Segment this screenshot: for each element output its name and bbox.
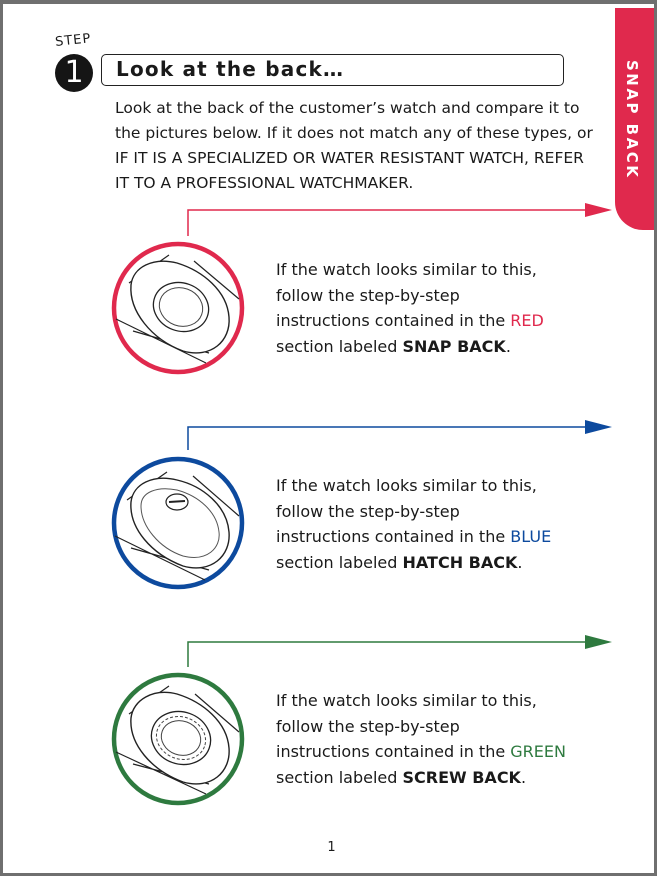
caption-text: . <box>520 767 527 787</box>
hatch-back-watch-icon <box>111 456 245 590</box>
caption-line: follow the step-by-step <box>276 716 460 736</box>
step-label: STEP <box>54 31 93 50</box>
intro-paragraph: Look at the back of the customer’s watch and compare it to the pictures below. If it does not match any of these types, or IF IT IS A SPECIALIZED OR WATER RESISTANT WATCH, REFER IT TO A PROFESSIONAL WATCHMAKER. <box>115 99 593 192</box>
red-connector-line <box>188 210 593 236</box>
caption-line: If the watch looks similar to this, <box>276 260 537 279</box>
caption-text: section labeled <box>276 552 403 572</box>
snap-back-watch-icon <box>111 241 245 375</box>
caption-line <box>276 308 596 334</box>
caption-text: instructions contained in the <box>276 527 511 546</box>
section-tab-label: SNAP BACK <box>623 60 641 180</box>
caption-line <box>276 550 596 576</box>
caption-line <box>276 524 596 550</box>
caption-line: follow the step-by-step <box>276 501 460 521</box>
screw-back-caption <box>276 688 596 790</box>
blue-arrowhead-icon <box>585 420 612 434</box>
section-name-screw-back: SCREW BACK <box>402 767 521 787</box>
caption-text: section labeled <box>276 336 403 356</box>
section-name-snap-back: SNAP BACK <box>402 336 506 356</box>
section-name-hatch-back: HATCH BACK <box>402 552 518 572</box>
color-word-red: RED <box>510 311 544 330</box>
caption-line: If the watch looks similar to this, <box>276 476 537 495</box>
caption-line <box>276 765 596 791</box>
color-word-blue: BLUE <box>510 527 552 546</box>
green-connector-line <box>188 642 593 667</box>
color-word-green: GREEN <box>510 742 566 761</box>
page-number: 1 <box>327 840 336 855</box>
green-arrowhead-icon <box>585 635 612 649</box>
caption-line <box>276 739 596 765</box>
blue-connector-line <box>188 427 593 450</box>
red-arrowhead-icon <box>585 203 612 217</box>
snap-back-caption <box>276 257 596 359</box>
caption-text: instructions contained in the <box>276 742 511 761</box>
page-title: Look at the back… <box>101 54 564 86</box>
caption-text: instructions contained in the <box>276 311 511 330</box>
hatch-back-caption <box>276 473 596 575</box>
caption-text: . <box>505 336 511 356</box>
caption-line <box>276 334 596 360</box>
caption-text: section labeled <box>276 767 403 787</box>
caption-line: follow the step-by-step <box>276 285 460 305</box>
screw-back-watch-icon <box>111 672 245 806</box>
caption-line: If the watch looks similar to this, <box>276 691 537 710</box>
step-number-badge: 1 <box>55 54 93 92</box>
caption-text: . <box>517 552 523 572</box>
